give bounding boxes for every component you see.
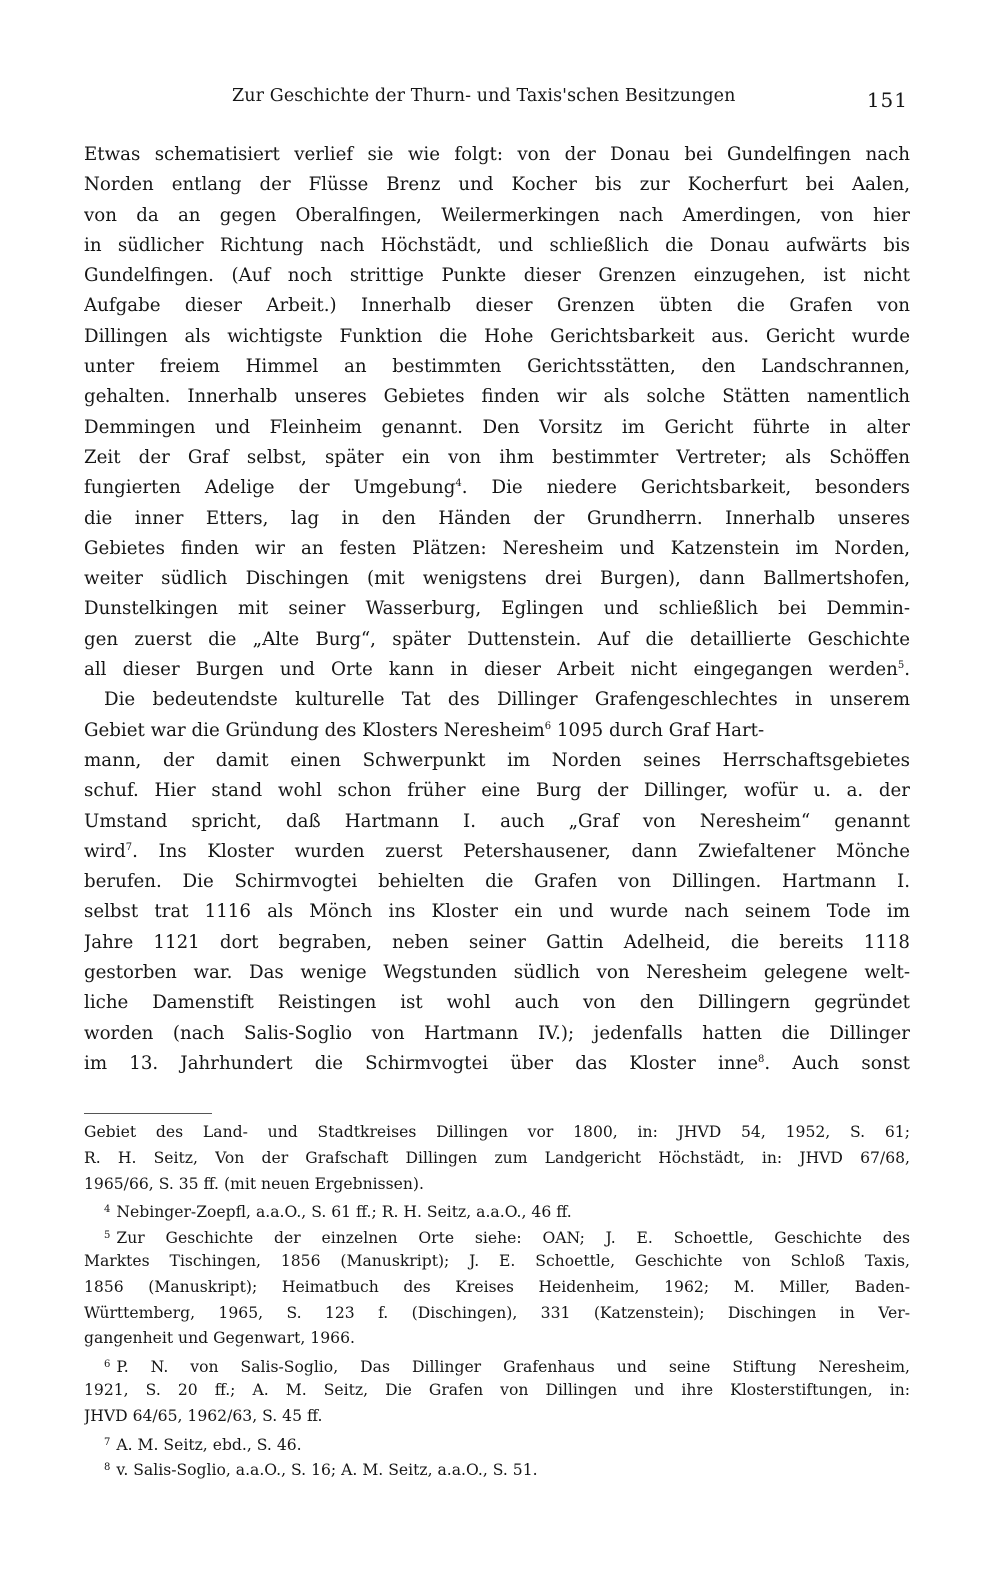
footnote-text: Nebinger-Zoepfl, a.a.O., S. 61 ff.; R. H. Seitz, a.a.O., 46 ff. bbox=[116, 1203, 572, 1222]
text-line bbox=[84, 716, 910, 746]
text-fragment: Gebiet war die Gründung des Klosters Neresheim bbox=[84, 719, 545, 741]
footnote-divider bbox=[84, 1113, 212, 1114]
footnote-marker: 4 bbox=[104, 1204, 111, 1216]
text-line: gestorben war. Das wenige Wegstunden südlich von Neresheim gelegene welt- bbox=[84, 962, 910, 984]
footnotes bbox=[84, 1120, 910, 1481]
text-fragment: wird bbox=[84, 840, 126, 862]
text-line: gehalten. Innerhalb unseres Gebietes finden wir als solche Stätten namentlich bbox=[84, 386, 910, 408]
text-fragment: . Ins Kloster wurden zuerst Petershausener, dann Zwiefaltener Mönche bbox=[132, 840, 910, 862]
text-line: Norden entlang der Flüsse Brenz und Kocher bis zur Kocherfurt bei Aalen, bbox=[84, 174, 910, 196]
footnote-6 bbox=[84, 1352, 910, 1378]
footnote-line: Gebiet des Land- und Stadtkreises Dillingen vor 1800, in: JHVD 54, 1952, S. 61; bbox=[84, 1123, 910, 1141]
running-head: Zur Geschichte der Thurn- und Taxis'schen Besitzungen bbox=[232, 86, 736, 106]
footnote-text: Zur Geschichte der einzelnen Orte siehe: OAN; J. E. Schoettle, Geschichte des bbox=[116, 1229, 910, 1248]
text-line: weiter südlich Dischingen (mit wenigstens drei Burgen), dann Ballmertshofen, bbox=[84, 568, 910, 590]
text-line: selbst trat 1116 als Mönch ins Kloster ein und wurde nach seinem Tode im bbox=[84, 901, 910, 923]
footnote-marker: 7 bbox=[104, 1436, 111, 1448]
text-line: Dillingen als wichtigste Funktion die Hohe Gerichtsbarkeit aus. Gericht wurde bbox=[84, 325, 910, 347]
footnote-ref: 6 bbox=[544, 720, 552, 732]
text-line: von da an gegen Oberalfingen, Weilermerkingen nach Amerdingen, von hier bbox=[84, 204, 910, 226]
text-line: Demmingen und Fleinheim genannt. Den Vorsitz im Gericht führte in alter bbox=[84, 416, 910, 438]
text-fragment: 1095 durch Graf Hart- bbox=[551, 719, 765, 741]
text-line bbox=[84, 1049, 910, 1079]
text-line: gen zuerst die „Alte Burg“, später Duttenstein. Auf die detaillierte Geschichte bbox=[84, 628, 910, 650]
text-fragment: . bbox=[904, 659, 910, 681]
text-line: liche Damenstift Reistingen ist wohl auch von den Dillingern gegründet bbox=[84, 992, 910, 1014]
footnote-ref: 7 bbox=[125, 841, 133, 853]
footnote-line: JHVD 64/65, 1962/63, S. 45 ff. bbox=[84, 1406, 323, 1425]
footnote-line: 1856 (Manuskript); Heimatbuch des Kreises Heidenheim, 1962; M. Miller, Baden- bbox=[84, 1277, 910, 1296]
text-line: berufen. Die Schirmvogtei behielten die Grafen von Dillingen. Hartmann I. bbox=[84, 871, 910, 893]
footnote-ref: 4 bbox=[455, 478, 462, 490]
page-number: 151 bbox=[866, 88, 908, 112]
text-line: unter freiem Himmel an bestimmten Gerichtsstätten, den Landschrannen, bbox=[84, 356, 910, 378]
footnote-line: Württemberg, 1965, S. 123 f. (Dischingen), 331 (Katzenstein); Dischingen in Ver- bbox=[84, 1303, 910, 1322]
footnote-ref: 5 bbox=[897, 660, 905, 672]
text-line: in südlicher Richtung nach Höchstädt, und schließlich die Donau aufwärts bis bbox=[84, 234, 910, 256]
footnote-line: 1965/66, S. 35 ff. (mit neuen Ergebnissen). bbox=[84, 1174, 424, 1193]
body-text bbox=[84, 140, 910, 1079]
footnote-text: A. M. Seitz, ebd., S. 46. bbox=[116, 1435, 302, 1454]
footnote-text: P. N. von Salis-Soglio, Das Dillinger Grafenhaus und seine Stiftung Neresheim, bbox=[116, 1358, 910, 1377]
text-fragment: . Auch sonst bbox=[764, 1052, 910, 1074]
footnote-8 bbox=[84, 1455, 910, 1481]
text-line: Dunstelkingen mit seiner Wasserburg, Eglingen und schließlich bei Demmin- bbox=[84, 598, 910, 620]
footnote-text: v. Salis-Soglio, a.a.O., S. 16; A. M. Seitz, a.a.O., S. 51. bbox=[116, 1461, 538, 1480]
text-line: schuf. Hier stand wohl schon früher eine Burg der Dillinger, wofür u. a. der bbox=[84, 780, 910, 802]
text-line: Die bedeutendste kulturelle Tat des Dillinger Grafengeschlechtes in unserem bbox=[104, 689, 910, 711]
text-line: Umstand spricht, daß Hartmann I. auch „Graf von Neresheim“ genannt bbox=[84, 810, 910, 832]
text-fragment: all dieser Burgen und Orte kann in dieser Arbeit nicht eingegangen werden bbox=[84, 659, 898, 681]
text-line: mann, der damit einen Schwerpunkt im Norden seines Herrschaftsgebietes bbox=[84, 749, 910, 771]
text-line: worden (nach Salis-Soglio von Hartmann IV.); jedenfalls hatten die Dillinger bbox=[84, 1022, 910, 1044]
text-line: die inner Etters, lag in den Händen der Grundherrn. Innerhalb unseres bbox=[84, 507, 910, 529]
footnote-ref: 8 bbox=[758, 1053, 765, 1065]
footnote-7 bbox=[84, 1430, 910, 1456]
text-fragment: im 13. Jahrhundert die Schirmvogtei über das Kloster inne bbox=[84, 1052, 759, 1074]
footnote-marker: 6 bbox=[104, 1359, 111, 1371]
text-line: Gundelfingen. (Auf noch strittige Punkte dieser Grenzen einzugehen, ist nicht bbox=[84, 265, 910, 287]
footnote-line: R. H. Seitz, Von der Grafschaft Dillingen zum Landgericht Höchstädt, in: JHVD 67/68, bbox=[84, 1148, 910, 1167]
text-line: Etwas schematisiert verlief sie wie folgt: von der Donau bei Gundelfingen nach bbox=[84, 144, 910, 165]
footnote-line: 1921, S. 20 ff.; A. M. Seitz, Die Grafen von Dillingen und ihre Klosterstiftungen, in: bbox=[84, 1380, 910, 1399]
text-line bbox=[84, 655, 910, 685]
text-fragment: . Die niedere Gerichtsbarkeit, besonders bbox=[461, 477, 910, 499]
footnote-line: gangenheit und Gegenwart, 1966. bbox=[84, 1329, 355, 1348]
footnote-marker: 5 bbox=[104, 1230, 111, 1242]
text-line: Jahre 1121 dort begraben, neben seiner Gattin Adelheid, die bereits 1118 bbox=[84, 931, 910, 953]
footnote-marker: 8 bbox=[104, 1462, 111, 1474]
page-header bbox=[84, 86, 914, 116]
text-line: Gebietes finden wir an festen Plätzen: Neresheim und Katzenstein im Norden, bbox=[84, 537, 910, 559]
text-line bbox=[84, 837, 910, 867]
footnote-line: Marktes Tischingen, 1856 (Manuskript); J. E. Schoettle, Geschichte von Schloß Taxis, bbox=[84, 1251, 910, 1270]
text-line: Aufgabe dieser Arbeit.) Innerhalb dieser Grenzen übten die Grafen von bbox=[84, 295, 910, 317]
text-line: Zeit der Graf selbst, später ein von ihm bestimmter Vertreter; als Schöffen bbox=[84, 446, 910, 468]
footnote-5 bbox=[84, 1223, 910, 1249]
text-fragment: fungierten Adelige der Umgebung bbox=[84, 477, 456, 499]
text-line bbox=[84, 473, 910, 503]
footnote-4 bbox=[84, 1197, 910, 1223]
